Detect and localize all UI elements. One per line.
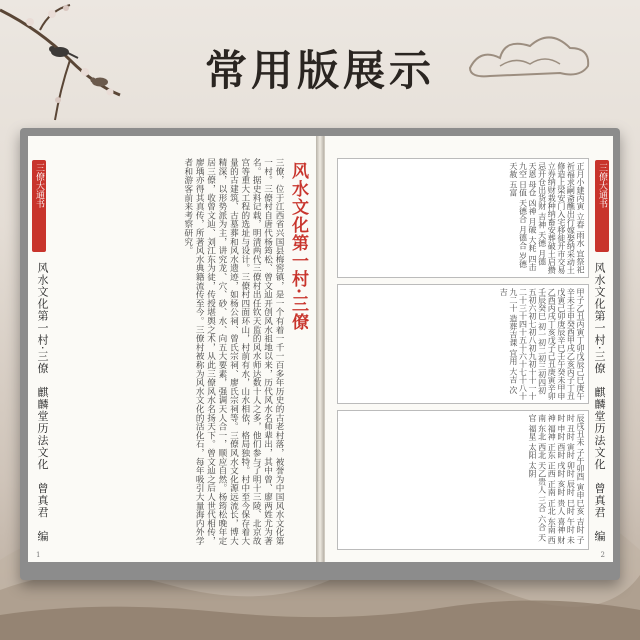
headline: 常用版展示: [204, 46, 435, 95]
running-title: 风水文化第一村·三僚 麒麟堂历法文化 曾真君 编: [36, 262, 49, 543]
almanac-table-bottom-text: 辰戌丑未 子午卯酉 寅申巳亥 吉时 子时 丑时 寅时 卯时 辰时 巳时 午时 未时 申时 酉时 戌时 亥时 贵人 喜神 财神 福神 正东 正西 正南 正北 东南 西南 东北 西北 天乙贵人 三合 六合 天官 福星 太阳 太阴: [528, 414, 585, 545]
section-tab: [32, 160, 46, 252]
open-book: [20, 128, 620, 580]
page-number: 1: [36, 551, 41, 559]
chapter-title: 风水文化第一村·三僚: [288, 162, 308, 331]
almanac-table-bottom: [337, 410, 589, 550]
section-tab-label: 三僚大通书: [34, 163, 44, 208]
almanac-table-top-text: 正月小建丙寅 立春 雨水 宜祭祀祈福求嗣斋醮出行嫁娶纳采动土修造上梁安门入宅移徙开市交易立券纳财栽种纳畜安葬破土启攒 忌开仓出货财 吉神 天德 月德 天恩 母仓 凶神 月破 大耗 四击 九空 日值 天德合 月德合 岁德 天赦 五富: [508, 162, 585, 274]
section-tab: [595, 160, 609, 252]
body-text: 三僚，位于江西省兴国县梅窖镇，是一个有着一千一百多年历史的古老村落，被誉为中国风水文化第一村。三僚村自唐代杨筠松、曾文辿开创风水祖地以来，历代风水名师辈出，其中曾、廖两姓尤为著名。据史料记载，明清两代三僚村出任钦天监的风水师达数十人之多，他们参与了明十三陵、北京故宫等重大工程的选址与设计。三僚村四面环山，村前有水，山水相依，格局独特。村中至今保存着大量的古建筑、古墓葬和风水遗迹，如杨公祠、曾氏宗祠、廖氏宗祠等。三僚风水文化源远流长，博大精深，以形势派为主，讲究龙、穴、砂、水、向五大要素，强调天人合一，顺应自然。杨筠松晚年定居三僚，收曾文辿、刘江东为徒，传授堪舆之术，从此三僚风水名扬天下。曾文辿之后人世代相传，廖瑀亦得其真传，所著风水典籍流传至今。三僚村被称为风水文化的活化石，每年吸引大量海内外学者和游客前来考察研究。: [182, 158, 284, 546]
right-page: [324, 136, 613, 562]
almanac-table-middle: [337, 284, 589, 404]
almanac-table-middle-text: 甲子乙丑丙寅丁卯戊辰己巳庚午辛未壬申癸酉甲戌乙亥丙子丁丑戊寅己卯庚辰辛巳壬午癸未甲申乙酉丙戌丁亥戊子己丑庚寅辛卯壬辰癸巳 初一初二初三初四初五初六初七初八初九初十十一十二十三十四十五十六十七十八十九二十 造葬吉课 宜用 大吉 次吉: [499, 288, 585, 400]
section-tab-label: 三僚大通书: [597, 163, 607, 208]
left-page: [28, 136, 317, 562]
running-title: 风水文化第一村·三僚 麒麟堂历法文化 曾真君 编: [593, 262, 606, 543]
page-number: 2: [600, 551, 605, 559]
almanac-table-top: [337, 158, 589, 278]
book-spine: [316, 136, 324, 562]
